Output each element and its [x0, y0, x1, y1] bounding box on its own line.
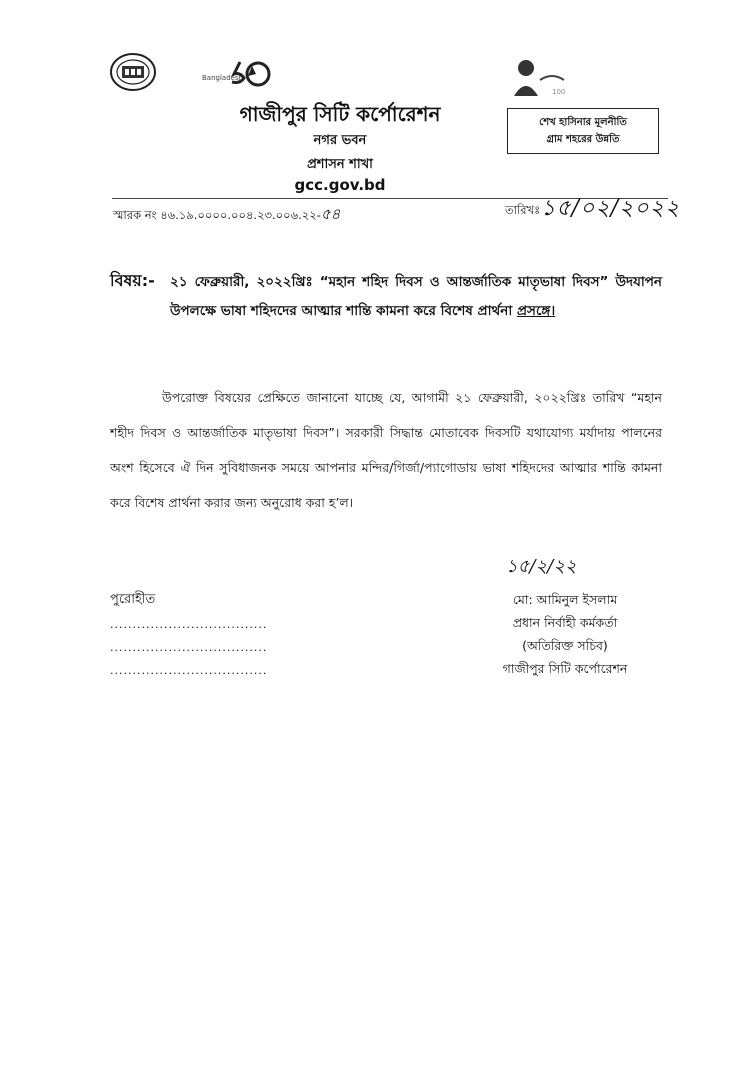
- handwritten-date: ১৫/০২/২০২২: [541, 196, 681, 221]
- org-branch: প্রশাসন শাখা: [307, 157, 373, 172]
- recipient-line-1: ...................................: [110, 618, 268, 631]
- subject-label: বিষয়:-: [110, 271, 155, 290]
- signatory-rank: (অতিরিক্ত সচিব): [522, 638, 608, 653]
- subject-text: [170, 268, 662, 326]
- subject-last-word: প্রসঙ্গে।: [516, 303, 556, 319]
- handwritten-signature: ১৫/২/২২: [506, 556, 577, 577]
- gcc-seal-logo: [110, 52, 156, 92]
- signatory-designation: প্রধান নির্বাহী কর্মকর্তা: [512, 615, 618, 630]
- slogan-line-1: শেখ হাসিনার মূলনীতি: [539, 117, 627, 128]
- slogan-line-2: গ্রাম শহরের উন্নতি: [546, 134, 620, 145]
- memo-handwritten-number: ৫৪: [320, 205, 341, 223]
- org-website: gcc.gov.bd: [294, 176, 386, 194]
- leader-portrait-logo: [508, 50, 588, 98]
- recipient-line-2: ...................................: [110, 641, 268, 654]
- signatory-name: মো: আমিনুল ইসলাম: [512, 592, 618, 607]
- body-paragraph: উপরোক্ত বিষয়ের প্রেক্ষিতে জানানো যাচ্ছে যে, আগামী ২১ ফেব্রুয়ারী, ২০২২খ্রিঃ তারিখ “মহান শহীদ দিবস ও আন্তর্জাতিক মাতৃভাষা দিবস”। সরকারী সিদ্ধান্ত মোতাবেক দিবসটি যথাযোগ্য মর্যাদায় পালনের অংশ হিসেবে ঐ দিন সুবিধাজনক সময়ে আপনার মন্দির/গির্জা/প্যাগোডায় ভাষা শহিদদের আত্মার শান্তি কামনা করে বিশেষ প্রার্থনা করার জন্য অনুরোধ করা হ’ল।: [110, 390, 662, 510]
- bangladesh-50-logo: [200, 52, 280, 92]
- recipient-line-3: ...................................: [110, 664, 268, 677]
- memo-label: স্মারক নং ৪৬.১৯.০০০০.০০৪.২৩.০০৬.২২-: [113, 208, 321, 222]
- org-building: নগর ভবন: [313, 133, 367, 148]
- recipient-title: পুরোহীত: [110, 592, 156, 607]
- memo-reference: [113, 203, 340, 228]
- signatory-office: গাজীপুর সিটি কর্পোরেশন: [502, 661, 628, 676]
- svg-text:100: 100: [552, 88, 566, 96]
- subject-body: ২১ ফেব্রুয়ারী, ২০২২খ্রিঃ “মহান শহিদ দিবস ও আন্তর্জাতিক মাতৃভাষা দিবস” উদযাপন উপলক্ষে ভাষা শহিদদের আত্মার শান্তি কামনা করে বিশেষ প্রার্থনা: [170, 274, 662, 319]
- organization-name: গাজীপুর সিটি কর্পোরেশন: [239, 102, 441, 126]
- signature-block: [470, 588, 660, 680]
- slogan-box: [507, 108, 659, 154]
- bd50-logo-text: Bangladesh: [202, 74, 244, 82]
- date-label: তারিখঃ: [505, 203, 541, 217]
